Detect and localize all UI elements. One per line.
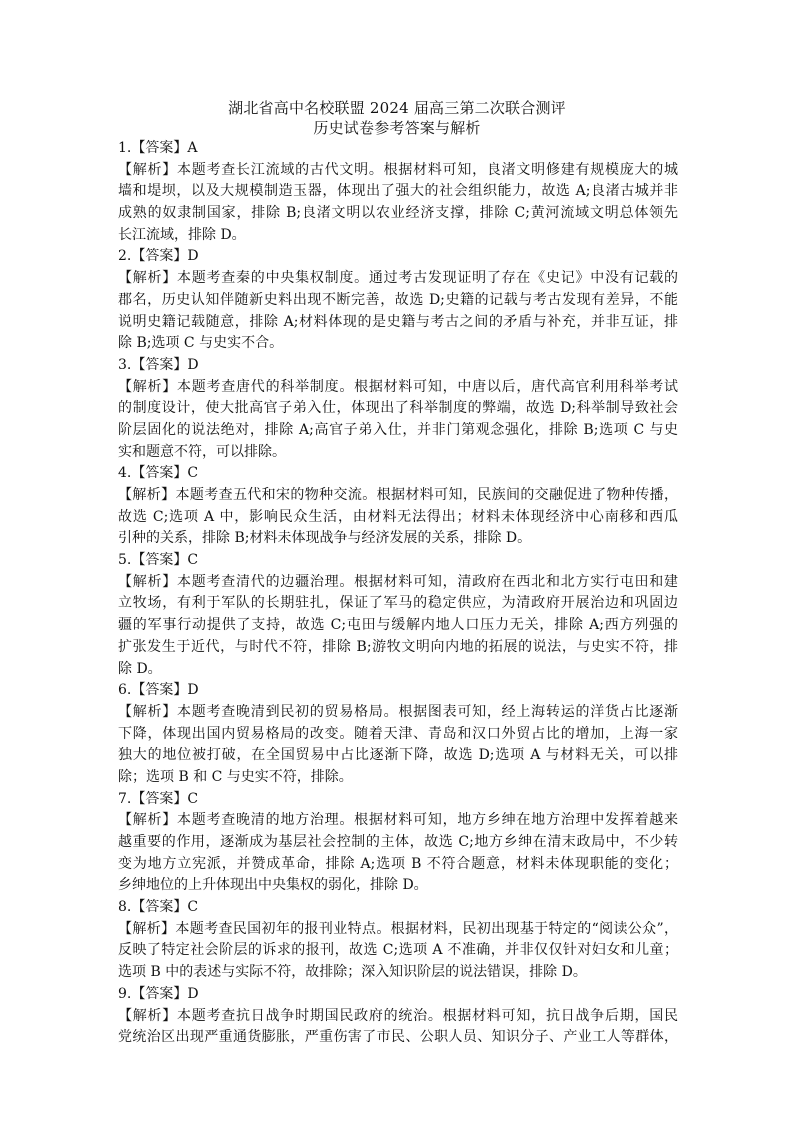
document-subtitle: 历史试卷参考答案与解析 bbox=[313, 119, 481, 137]
explanation-line: 除 D。 bbox=[118, 660, 162, 677]
explanation-line: 越重要的作用，逐渐成为基层社会控制的主体，故选 C;地方乡绅在清末政局中，不少转 bbox=[118, 834, 678, 850]
explanation-line: 疆的军事行动提供了支持，故选 C;屯田与缓解内地人口压力无关，排除 A;西方列强的 bbox=[118, 617, 678, 634]
answer-line: 9.【答案】D bbox=[118, 985, 199, 1002]
explanation-line: 【解析】本题考查晚清的地方治理。根据材料可知，地方乡绅在地方治理中发挥着越来 bbox=[118, 812, 678, 829]
explanation-line: 扩张发生于近代，与时代不符，排除 B;游牧文明向内地的拓展的说法，与史实不符，排 bbox=[118, 638, 678, 655]
explanation-line: 【解析】本题考查长江流域的古代文明。根据材料可知，良渚文明修建有规模庞大的城 bbox=[118, 161, 678, 178]
explanation-line: 【解析】本题考查晚清到民初的贸易格局。根据图表可知，经上海转运的洋货占比逐渐 bbox=[118, 703, 678, 720]
explanation-line: 的制度设计，使大批高官子弟入仕，体现出了科举制度的弊端，故选 D;科举制导致社会 bbox=[118, 400, 678, 417]
explanation-line: 说明史籍记载随意，排除 A;材料体现的是史籍与考古之间的矛盾与补充，并非互证，排 bbox=[118, 313, 678, 330]
answer-line: 8.【答案】C bbox=[118, 899, 199, 916]
document-title: 湖北省高中名校联盟 2024 届高三第二次联合测评 bbox=[228, 99, 566, 117]
explanation-line: 【解析】本题考查秦的中央集权制度。通过考古发现证明了存在《史记》中没有记载的 bbox=[118, 270, 678, 287]
explanation-line: 【解析】本题考查民国初年的报刊业特点。根据材料，民初出现基于特定的“阅读公众”， bbox=[118, 920, 678, 937]
explanation-line: 反映了特定社会阶层的诉求的报刊，故选 C;选项 A 不准确，并非仅仅针对妇女和儿童； bbox=[118, 942, 678, 959]
explanation-line: 选项 B 中的表述与实际不符，故排除；深入知识阶层的说法错误，排除 D。 bbox=[118, 964, 587, 981]
explanation-line: 乡绅地位的上升体现出中央集权的弱化，排除 D。 bbox=[118, 877, 428, 894]
explanation-line: 变为地方立宪派，并赞成革命，排除 A;选项 B 不符合题意，材料未体现职能的变化； bbox=[118, 855, 678, 872]
explanation-line: 故选 C;选项 A 中，影响民众生活，由材料无法得出；材料未体现经济中心南移和西瓜 bbox=[118, 508, 678, 525]
explanation-line: 下降，体现出国内贸易格局的改变。随着天津、青岛和汉口外贸占比的增加，上海一家 bbox=[118, 725, 678, 742]
explanation-line: 实和题意不符，可以排除。 bbox=[118, 443, 286, 460]
explanation-line: 除；选项 B 和 C 与史实不符，排除。 bbox=[118, 768, 353, 785]
explanation-line: 郡名，历史认知伴随新史料出现不断完善，故选 D;史籍的记载与考古发现有差异，不能 bbox=[118, 291, 678, 308]
explanation-line: 【解析】本题考查唐代的科举制度。根据材料可知，中唐以后，唐代高官利用科举考试 bbox=[118, 378, 678, 395]
explanation-line: 立牧场，有利于军队的长期驻扎，保证了军马的稳定供应，为清政府开展治边和巩固边 bbox=[118, 595, 678, 612]
explanation-line: 【解析】本题考查五代和宋的物种交流。根据材料可知，民族间的交融促进了物种传播， bbox=[118, 487, 678, 503]
explanation-line: 成熟的奴隶制国家，排除 B;良渚文明以农业经济支撑，排除 C;黄河流域文明总体领先 bbox=[118, 205, 678, 222]
answer-line: 7.【答案】C bbox=[118, 790, 199, 807]
answer-line: 3.【答案】D bbox=[118, 356, 199, 373]
explanation-line: 【解析】本题考查清代的边疆治理。根据材料可知，清政府在西北和北方实行屯田和建 bbox=[118, 573, 678, 590]
answer-line: 2.【答案】D bbox=[118, 248, 199, 265]
explanation-line: 墙和堤坝，以及大规模制造玉器，体现出了强大的社会组织能力，故选 A;良渚古城并非 bbox=[118, 183, 678, 200]
explanation-line: 【解析】本题考查抗日战争时期国民政府的统治。根据材料可知，抗日战争后期，国民 bbox=[118, 1007, 678, 1024]
explanation-line: 除 B;选项 C 与史实不合。 bbox=[118, 335, 284, 352]
answer-explanations bbox=[118, 138, 678, 1049]
answer-line: 4.【答案】C bbox=[118, 465, 199, 482]
explanation-line: 独大的地位被打破，在全国贸易中占比逐渐下降，故选 D;选项 A 与材料无关，可以排 bbox=[118, 747, 678, 764]
explanation-line: 引种的关系，排除 B;材料未体现战争与经济发展的关系，排除 D。 bbox=[118, 530, 532, 547]
explanation-line: 长江流域，排除 D。 bbox=[118, 226, 246, 243]
answer-line: 6.【答案】D bbox=[118, 682, 199, 699]
explanation-line: 阶层固化的说法绝对，排除 A;高官子弟入仕，并非门第观念强化，排除 B;选项 C 与史 bbox=[118, 421, 678, 438]
answer-line: 1.【答案】A bbox=[118, 140, 198, 156]
explanation-line: 党统治区出现严重通货膨胀，严重伤害了市民、公职人员、知识分子、产业工人等群体， bbox=[118, 1029, 678, 1046]
answer-line: 5.【答案】C bbox=[118, 552, 199, 569]
